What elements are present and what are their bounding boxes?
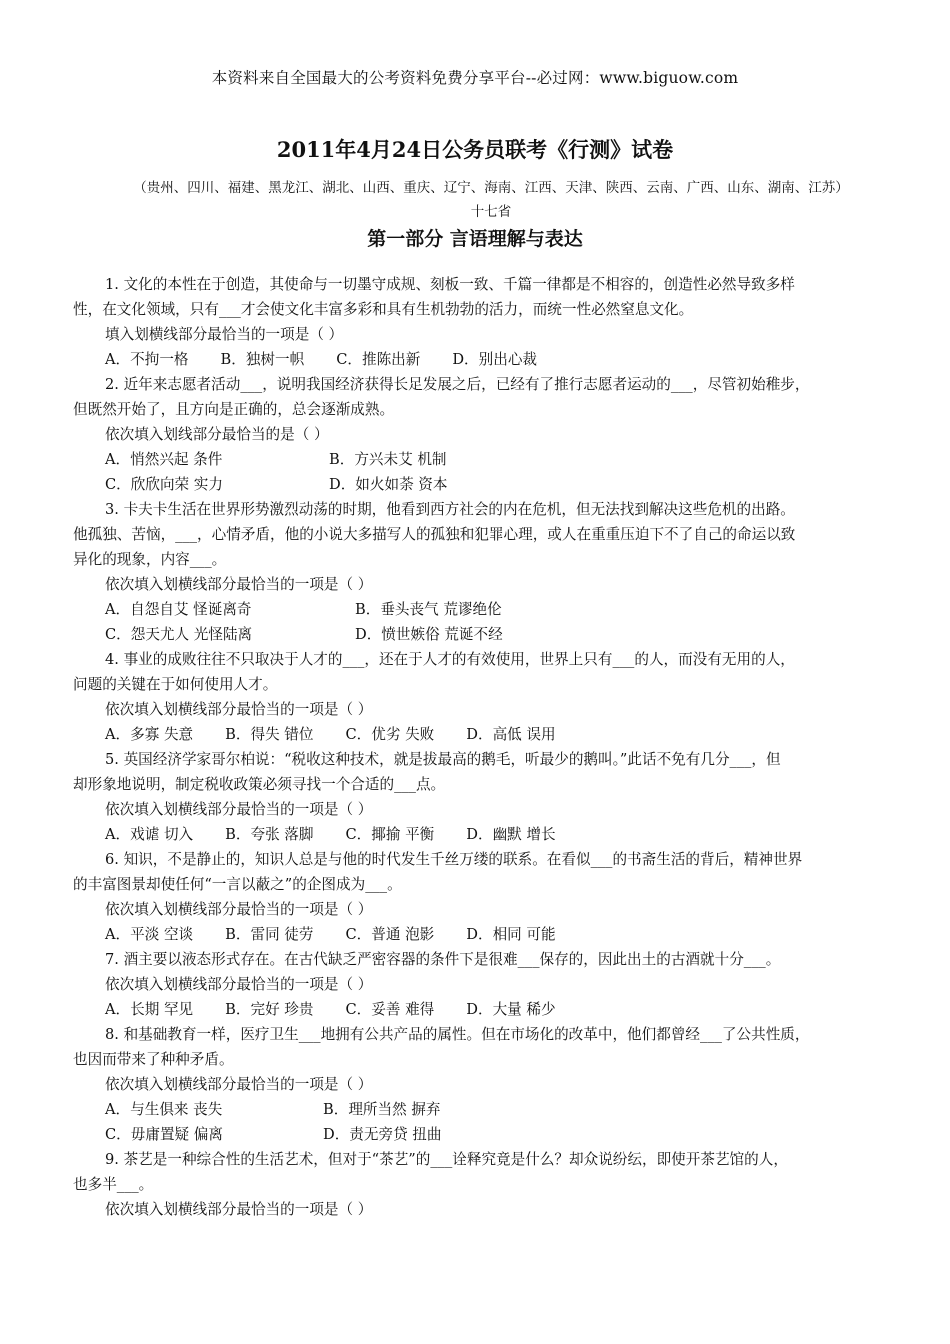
option-d: D．大量 稀少 bbox=[466, 1001, 556, 1018]
option-c: C．推陈出新 bbox=[336, 351, 421, 368]
question-prompt: 依次填入划横线部分最恰当的一项是（ ） bbox=[105, 801, 373, 818]
question-prompt: 依次填入划线部分最恰当的是（ ） bbox=[105, 426, 329, 443]
options-row bbox=[73, 1122, 885, 1147]
question-stem: 但既然开始了，且方向是正确的，总会逐渐成熟。 bbox=[73, 401, 395, 418]
question-prompt: 依次填入划横线部分最恰当的一项是（ ） bbox=[105, 976, 373, 993]
options-row bbox=[73, 922, 885, 947]
options-row bbox=[73, 472, 885, 497]
option-b: B．完好 珍贵 bbox=[225, 1001, 314, 1018]
question-stem: 性，在文化领域，只有___才会使文化丰富多彩和具有生机勃勃的活力，而统一性必然窒息文化。 bbox=[73, 301, 694, 318]
question-stem: 也多半___。 bbox=[73, 1176, 154, 1193]
section-title: 第一部分 言语理解与表达 bbox=[367, 228, 583, 250]
question-stem: 7. 酒主要以液态形式存在。在古代缺乏严密容器的条件下是很难___保存的，因此出土的古酒就十分___。 bbox=[105, 951, 781, 968]
question-9 bbox=[73, 1147, 885, 1222]
option-b: B．独树一帜 bbox=[220, 351, 305, 368]
option-b: B．夸张 落脚 bbox=[225, 826, 314, 843]
question-stem: 3. 卡夫卡生活在世界形势激烈动荡的时期，他看到西方社会的内在危机，但无法找到解决这些危机的出路。 bbox=[105, 501, 795, 518]
option-b: B．理所当然 摒弃 bbox=[323, 1101, 441, 1118]
options-row bbox=[73, 622, 885, 647]
question-prompt: 依次填入划横线部分最恰当的一项是（ ） bbox=[105, 1076, 373, 1093]
question-prompt: 依次填入划横线部分最恰当的一项是（ ） bbox=[105, 701, 373, 718]
option-b: B．方兴未艾 机制 bbox=[329, 451, 447, 468]
question-stem: 的丰富图景却使任何“一言以蔽之”的企图成为___。 bbox=[73, 876, 402, 893]
options-row bbox=[73, 1097, 885, 1122]
question-stem: 却形象地说明，制定税收政策必须寻找一个合适的___点。 bbox=[73, 776, 446, 793]
option-c: C．怨天尤人 光怪陆离 bbox=[105, 626, 253, 643]
option-a: A．悄然兴起 条件 bbox=[105, 451, 223, 468]
question-8 bbox=[73, 1022, 885, 1147]
question-2 bbox=[73, 372, 885, 497]
question-stem: 5. 英国经济学家哥尔柏说：“税收这种技术，就是拔最高的鹅毛，听最少的鹅叫。”此话不免有几分___，但 bbox=[105, 751, 781, 768]
option-a: A．自怨自艾 怪诞离奇 bbox=[105, 601, 252, 618]
options-row bbox=[73, 597, 885, 622]
provinces-count: 十七省 bbox=[470, 204, 512, 220]
option-c: C．普通 泡影 bbox=[345, 926, 435, 943]
exam-title: 2011年4月24日公务员联考《行测》试卷 bbox=[276, 137, 674, 162]
options-row bbox=[73, 447, 885, 472]
question-5 bbox=[73, 747, 885, 847]
option-c: C．妥善 难得 bbox=[345, 1001, 435, 1018]
option-d: D．相同 可能 bbox=[466, 926, 556, 943]
question-stem: 9. 茶艺是一种综合性的生活艺术，但对于“茶艺”的___诠释究竟是什么？却众说纷纭，即使开茶艺馆的人， bbox=[105, 1151, 788, 1168]
question-stem: 1. 文化的本性在于创造，其使命与一切墨守成规、刻板一致、千篇一律都是不相容的，创造性必然导致多样 bbox=[105, 276, 795, 293]
option-c: C．欣欣向荣 实力 bbox=[105, 476, 223, 493]
option-b: B．垂头丧气 荒谬绝伦 bbox=[355, 601, 502, 618]
option-c: C．优劣 失败 bbox=[345, 726, 435, 743]
question-stem: 他孤独、苦恼，___，心情矛盾，他的小说大多描写人的孤独和犯罪心理，或人在重重压迫下不了自己的命运以致 bbox=[73, 526, 796, 543]
option-d: D．责无旁贷 扭曲 bbox=[323, 1126, 442, 1143]
questions-body bbox=[73, 272, 885, 1222]
options-row bbox=[73, 722, 885, 747]
option-c: C．揶揄 平衡 bbox=[345, 826, 435, 843]
option-d: D．如火如荼 资本 bbox=[329, 476, 448, 493]
question-stem: 4. 事业的成败往往不只取决于人才的___，还在于人才的有效使用，世界上只有___的人，而没有无用的人， bbox=[105, 651, 795, 668]
question-7 bbox=[73, 947, 885, 1022]
question-prompt: 依次填入划横线部分最恰当的一项是（ ） bbox=[105, 1201, 373, 1218]
option-a: A．平淡 空谈 bbox=[105, 926, 194, 943]
options-row bbox=[73, 822, 885, 847]
question-stem: 8. 和基础教育一样，医疗卫生___地拥有公共产品的属性。但在市场化的改革中，他们都曾经___了公共性质， bbox=[105, 1026, 810, 1043]
question-stem: 问题的关键在于如何使用人才。 bbox=[73, 676, 278, 693]
option-a: A．长期 罕见 bbox=[105, 1001, 194, 1018]
page-header: 本资料来自全国最大的公考资料免费分享平台--必过网：www.biguow.com bbox=[211, 69, 739, 87]
option-a: A．与生俱来 丧失 bbox=[105, 1101, 223, 1118]
option-d: D．幽默 增长 bbox=[466, 826, 556, 843]
question-stem: 2. 近年来志愿者活动___，说明我国经济获得长足发展之后，已经有了推行志愿者运动的___，尽管初始稚步， bbox=[105, 376, 810, 393]
question-4 bbox=[73, 647, 885, 747]
question-stem: 异化的现象，内容___。 bbox=[73, 551, 227, 568]
question-prompt: 依次填入划横线部分最恰当的一项是（ ） bbox=[105, 576, 373, 593]
question-6 bbox=[73, 847, 885, 947]
question-prompt: 依次填入划横线部分最恰当的一项是（ ） bbox=[105, 901, 373, 918]
option-a: A．多寡 失意 bbox=[105, 726, 194, 743]
options-row bbox=[73, 997, 885, 1022]
question-1 bbox=[73, 272, 885, 372]
option-c: C．毋庸置疑 偏离 bbox=[105, 1126, 223, 1143]
question-stem: 也因而带来了种种矛盾。 bbox=[73, 1051, 234, 1068]
question-stem: 6. 知识，不是静止的，知识人总是与他的时代发生千丝万缕的联系。在看似___的书斋生活的背后，精神世界 bbox=[105, 851, 803, 868]
option-d: D．愤世嫉俗 荒诞不经 bbox=[355, 626, 503, 643]
question-prompt: 填入划横线部分最恰当的一项是（ ） bbox=[105, 326, 344, 343]
provinces-note bbox=[96, 176, 886, 224]
option-a: A．不拘一格 bbox=[105, 351, 189, 368]
option-d: D．高低 误用 bbox=[466, 726, 556, 743]
option-d: D．别出心裁 bbox=[452, 351, 538, 368]
provinces-line: （贵州、四川、福建、黑龙江、湖北、山西、重庆、辽宁、海南、江西、天津、陕西、云南、广西、山东、湖南、江苏） bbox=[133, 180, 849, 196]
option-a: A．戏谑 切入 bbox=[105, 826, 194, 843]
option-b: B．雷同 徒劳 bbox=[225, 926, 314, 943]
options-row bbox=[73, 347, 885, 372]
question-3 bbox=[73, 497, 885, 647]
option-b: B．得失 错位 bbox=[225, 726, 314, 743]
